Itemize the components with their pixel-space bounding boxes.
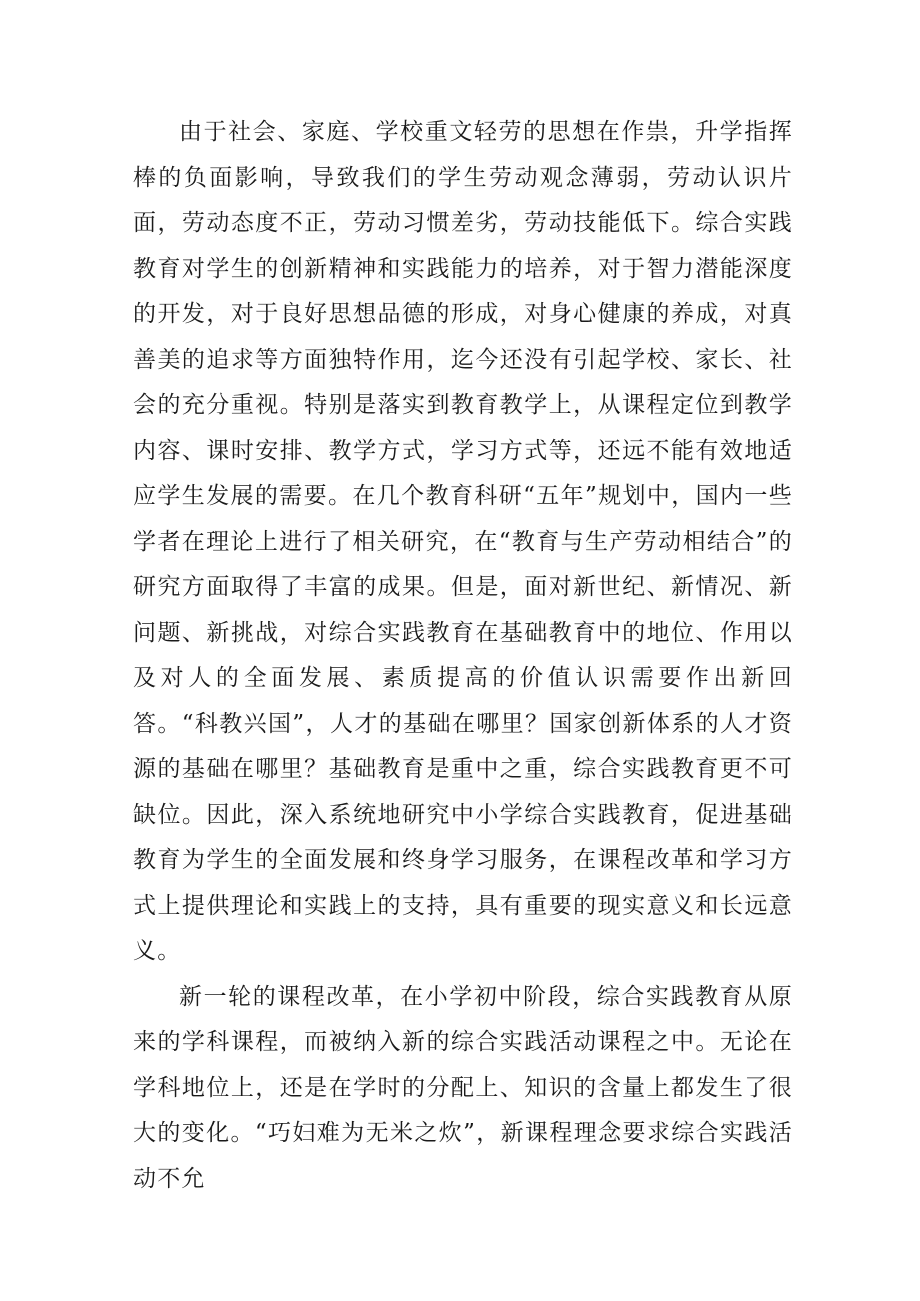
document-body xyxy=(133,110,793,1202)
paragraph-2: 新一轮的课程改革，在小学初中阶段，综合实践教育从原来的学科课程，而被纳入新的综合实践活动课程之中。无论在学科地位上，还是在学时的分配上、知识的含量上都发生了很大的变化。“巧妇难为无米之炊”，新课程理念要求综合实践活动不允 xyxy=(133,983,793,1192)
paragraph-1: 由于社会、家庭、学校重文轻劳的思想在作祟，升学指挥棒的负面影响，导致我们的学生劳动观念薄弱，劳动认识片面，劳动态度不正，劳动习惯差劣，劳动技能低下。综合实践教育对学生的创新精神和实践能力的培养，对于智力潜能深度的开发，对于良好思想品德的形成，对身心健康的养成，对真善美的追求等方面独特作用，迄今还没有引起学校、家长、社会的充分重视。特别是落实到教育教学上，从课程定位到教学内容、课时安排、教学方式，学习方式等，还远不能有效地适应学生发展的需要。在几个教育科研“五年”规划中，国内一些学者在理论上进行了相关研究，在“教育与生产劳动相结合”的研究方面取得了丰富的成果。但是，面对新世纪、新情况、新问题、新挑战，对综合实践教育在基础教育中的地位、作用以及对人的全面发展、素质提高的价值认识需要作出新回答。“科教兴国”，人才的基础在哪里？国家创新体系的人才资源的基础在哪里？基础教育是重中之重，综合实践教育更不可缺位。因此，深入系统地研究中小学综合实践教育，促进基础教育为学生的全面发展和终身学习服务，在课程改革和学习方式上提供理论和实践上的支持，具有重要的现实意义和长远意义。 xyxy=(133,119,793,964)
